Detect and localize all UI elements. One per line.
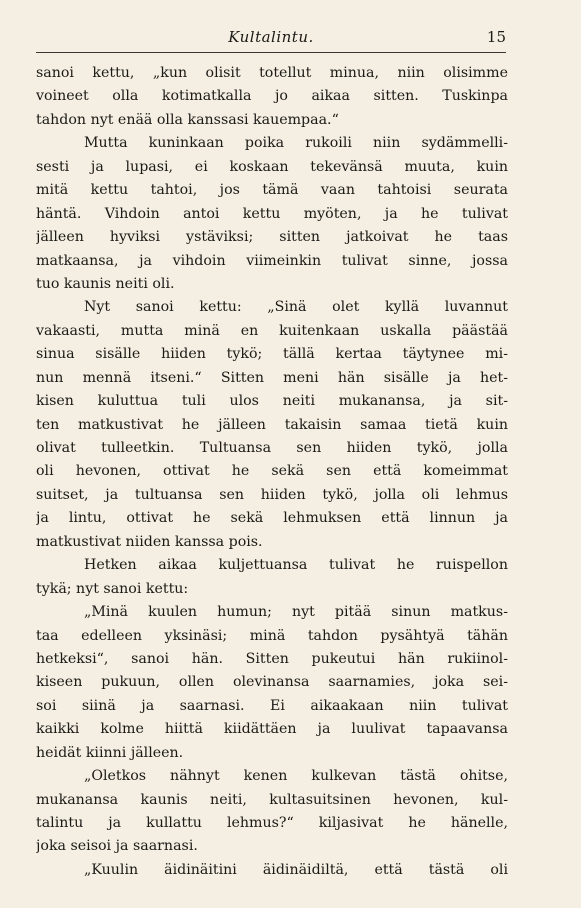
text-line: matkaansa, ja vihdoin viimeinkin tulivat sinne, jossa xyxy=(36,252,508,269)
text-line: ja lintu, ottivat he sekä lehmuksen että linnun ja xyxy=(36,510,508,527)
text-line: ten matkustivat he jälleen takaisin samaa tietä kuin xyxy=(36,416,508,433)
text-line: mitä kettu tahtoi, jos tämä vaan tahtoisi seurata xyxy=(36,182,508,199)
text-line: suitset, ja tultuansa sen hiiden tykö, jolla oli lehmus xyxy=(36,486,508,503)
text-line: häntä. Vihdoin antoi kettu myöten, ja he tulivat xyxy=(36,205,508,222)
text-line: joka seisoi ja saarnasi. xyxy=(36,838,198,855)
page-number: 15 xyxy=(486,28,506,46)
running-title: Kultalintu. xyxy=(228,28,314,46)
text-line: tuo kaunis neiti oli. xyxy=(36,275,175,292)
body-text xyxy=(36,62,508,882)
text-line: kiseen pukuun, ollen olevinansa saarnamies, joka sei- xyxy=(36,674,508,691)
text-line: sesti ja lupasi, ei koskaan tekevänsä muuta, kuin xyxy=(36,158,508,175)
text-line: Mutta kuninkaan poika rukoili niin sydämmelli- xyxy=(84,135,508,152)
text-line: taa edelleen yksinäsi; minä tahdon pysähtyä tähän xyxy=(36,627,508,644)
text-line: Nyt sanoi kettu: „Sinä olet kyllä luvannut xyxy=(84,299,508,316)
text-line: jälleen hyviksi ystäviksi; sitten jatkoivat he taas xyxy=(36,229,508,246)
text-line: nun mennä itseni.“ Sitten meni hän sisälle ja het- xyxy=(36,369,508,386)
text-line: „Minä kuulen humun; nyt pitää sinun matkus- xyxy=(84,604,508,621)
text-line: kaikki kolme hiittä kiidättäen ja luulivat tapaavansa xyxy=(36,721,508,738)
text-line: vakaasti, mutta minä en kuitenkaan uskalla päästää xyxy=(36,322,508,339)
text-line: mukanansa kaunis neiti, kultasuitsinen hevonen, kul- xyxy=(36,791,508,808)
text-line: hetkeksi“, sanoi hän. Sitten pukeutui hän rukiinol- xyxy=(36,650,508,667)
text-line: kisen kuluttua tuli ulos neiti mukanansa, ja sit- xyxy=(36,393,508,410)
text-line: olivat tulleetkin. Tultuansa sen hiiden tykö, jolla xyxy=(36,440,508,456)
text-line: heidät kiinni jälleen. xyxy=(36,744,184,761)
text-line: matkustivat niiden kanssa pois. xyxy=(36,533,263,550)
text-line: soi siinä ja saarnasi. Ei aikaakaan niin tulivat xyxy=(36,697,508,714)
text-line: tahdon nyt enää olla kanssasi kauempaa.“ xyxy=(36,111,339,128)
text-line: Hetken aikaa kuljettuansa tulivat he ruispellon xyxy=(84,557,508,574)
text-line: tykä; nyt sanoi kettu: xyxy=(36,580,189,597)
header-rule xyxy=(36,52,506,53)
running-head xyxy=(36,28,506,50)
text-line: voineet olla kotimatkalla jo aikaa sitten. Tuskinpa xyxy=(36,88,508,105)
text-line: sanoi kettu, „kun olisit totellut minua, niin olisimme xyxy=(36,65,508,81)
text-line: „Kuulin äidinäitini äidinäidiltä, että tästä oli xyxy=(84,861,508,878)
text-line: sinua sisälle hiiden tykö; tällä kertaa täytynee mi- xyxy=(36,346,508,363)
text-line: oli hevonen, ottivat he sekä sen että komeimmat xyxy=(36,463,508,480)
text-line: „Oletkos nähnyt kenen kulkevan tästä ohitse, xyxy=(84,768,508,785)
text-line: talintu ja kullattu lehmus?“ kiljasivat he hänelle, xyxy=(36,815,508,831)
